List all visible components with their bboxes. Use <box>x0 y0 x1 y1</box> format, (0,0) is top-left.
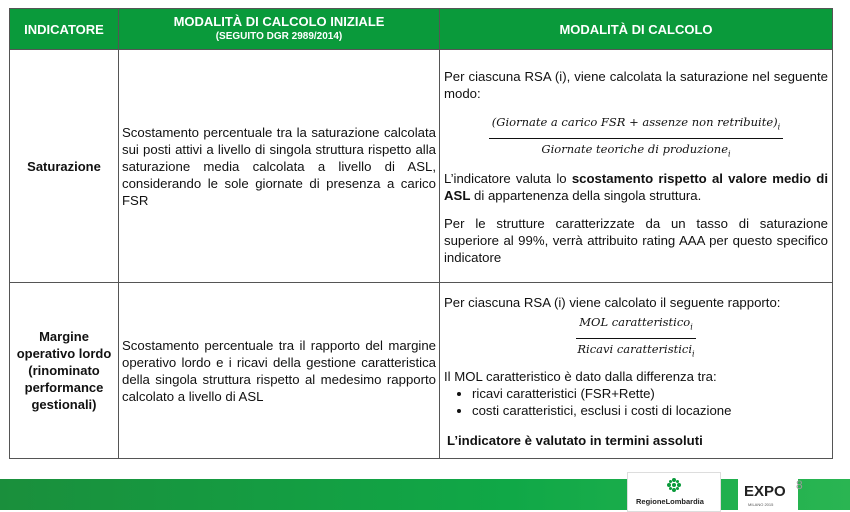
formula-denominator-sub: i <box>692 348 695 358</box>
initial-method-text: Scostamento percentuale tra il rapporto del margine operativo lordo e i ricavi della gestione caratteristica della singola struttura rispetto al medesimo rapporto calcolato a livello di ASL <box>119 283 440 459</box>
regione-lombardia-logo <box>627 472 721 512</box>
header-row <box>10 9 833 50</box>
method-p2-bold: scostamento rispetto al valore medio di ASL <box>444 170 828 203</box>
table-row <box>10 283 833 459</box>
method-intro: Per ciascuna RSA (i) viene calcolato il seguente rapporto: <box>444 295 781 311</box>
formula-denominator <box>444 339 828 362</box>
method-cell <box>440 50 833 283</box>
rose-camuna-icon <box>666 477 682 493</box>
header-modalita: MODALITÀ DI CALCOLO <box>440 9 833 50</box>
page-number: 8 <box>796 478 803 492</box>
expo-logo <box>738 476 798 510</box>
method-paragraph-2 <box>444 170 828 204</box>
method-paragraph-3 <box>444 432 828 449</box>
header-modalita-iniziale <box>119 9 440 50</box>
formula-numerator <box>576 314 696 338</box>
header-indicatore: INDICATORE <box>10 9 119 50</box>
header-modalita-iniziale-sub: (SEGUITO DGR 2989/2014) <box>215 31 343 42</box>
method-p2-a: L’indicatore valuta lo <box>444 170 572 186</box>
formula-numerator-text: MOL caratteristico <box>579 315 691 330</box>
method-paragraph-3: Per le strutture caratterizzate da un tasso di saturazione superiore al 99%, verrà attribuito rating AAA per questo specifico indicatore <box>444 215 828 265</box>
initial-method-text: Scostamento percentuale tra la saturazione calcolata sui posti attivi a livello di singola struttura rispetto alla saturazione media calcolata a livello di ASL, considerando le sole giornate di presenza a carico FSR <box>119 50 440 283</box>
formula-denominator <box>444 139 828 162</box>
formula-denominator-text: Giornate teoriche di produzione <box>541 141 729 156</box>
indicator-name: Saturazione <box>10 50 119 283</box>
formula-numerator-sub: i <box>690 322 693 332</box>
formula-numerator-text: (Giornate a carico FSR + assenze non retribuite) <box>491 115 778 130</box>
list-item: • ricavi caratteristici (FSR+Rette) <box>472 385 828 402</box>
method-p2-c: di appartenenza della singola struttura. <box>470 187 702 203</box>
table-row <box>10 50 833 283</box>
logo-text: RegioneLombardia <box>636 497 704 506</box>
mol-formula <box>444 314 828 362</box>
method-cell <box>440 283 833 459</box>
footer-bar <box>0 479 850 510</box>
list-item: • costi caratteristici, esclusi i costi di locazione <box>472 402 828 419</box>
method-paragraph-2: Il MOL caratteristico è dato dalla differenza tra: <box>444 368 717 384</box>
saturation-formula <box>444 114 828 162</box>
cost-list <box>444 385 828 419</box>
indicator-name: Margine operativo lordo (rinominato performance gestionali) <box>10 283 119 459</box>
method-intro: Per ciascuna RSA (i), viene calcolata la saturazione nel seguente modo: <box>444 69 828 102</box>
formula-denominator-sub: i <box>728 148 731 158</box>
expo-sub: MILANO 2015 <box>748 502 774 507</box>
indicator-table <box>9 8 833 459</box>
formula-denominator-text: Ricavi caratteristici <box>577 341 693 356</box>
method-p3-bold: L’indicatore è valutato in termini assoluti <box>447 432 703 448</box>
expo-text: EXPO <box>744 483 786 500</box>
header-modalita-iniziale-title: MODALITÀ DI CALCOLO INIZIALE <box>173 14 385 29</box>
formula-numerator-sub: i <box>777 122 781 132</box>
formula-numerator <box>489 114 783 138</box>
